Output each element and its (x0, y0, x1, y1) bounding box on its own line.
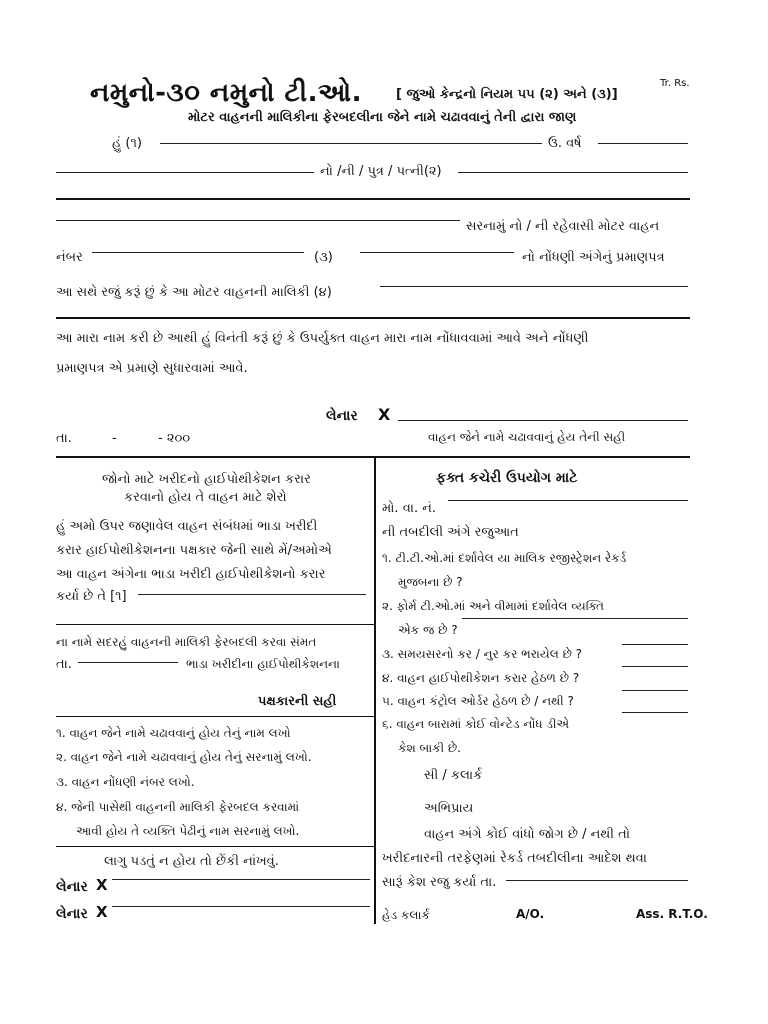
signature-caption: વાહન જેને નામે ચઢાવવાનું હેય તેની સહી (428, 430, 626, 444)
request-text-line1: આ મારા નામ કરી છે આથી હું વિનંતી કરૂં છું કે ઉપર્યુક્ત વાહન મારા નામ નોંધાવવામાં આવે અને નોંધણી (56, 331, 589, 346)
address-field[interactable] (56, 220, 460, 221)
age-field[interactable] (598, 143, 688, 144)
form-subtitle: મોટર વાહનની માલિકીના ફેરબદલીના જેને નામે ચઢાવવાનું તેની દ્વારા જાણ (188, 110, 577, 125)
instruction-1: ૧. વાહન જેને નામે ચઢાવવાનું હોય તેનું નામ લખો (56, 726, 291, 740)
declaration-label: આ સથે રજું કરૂં છું કે આ મોટર વાહનની માલિકી (૪) (56, 285, 332, 300)
check-item-1-cont: મુજબના છે ? (398, 575, 463, 589)
receiver-1-field[interactable] (112, 879, 370, 880)
check-item-2-cont: એક જ છે ? (398, 623, 458, 637)
check-item-4-field[interactable] (622, 666, 688, 667)
registration-field[interactable] (360, 252, 514, 253)
opinion-date-field[interactable] (506, 880, 688, 881)
form-title: નમુનો-૩૦ નમુનો ટી.ઓ. (90, 78, 362, 108)
opinion-heading: અભિપ્રાય (424, 801, 474, 816)
relation-detail-field[interactable] (458, 172, 688, 173)
party-signature-label: પક્ષકારની સહી (258, 694, 337, 709)
age-label: ઉ. વર્ષ (548, 136, 582, 151)
vehicle-number-field[interactable] (92, 252, 304, 253)
divider-1 (56, 198, 690, 200)
instruction-3: ૩. વાહન નોંધણી નંબર લખો. (56, 775, 195, 789)
check-item-6: ૬. વાહન બારામાં કોઈ વોન્ટેડ નોંધ ડીએ (382, 717, 570, 731)
check-item-2-field[interactable] (462, 618, 688, 619)
ownership-field[interactable] (380, 286, 688, 287)
panel-divider (374, 458, 376, 924)
receiver-1-label: લેનાર (56, 879, 88, 895)
consent-line: ના નામે સદરહું વાહનની માલિકી ફેરબદલી કરવા સંમત (56, 635, 317, 649)
vehicle-number-label: નંબર (56, 250, 83, 265)
receiver-signature-field[interactable] (398, 420, 688, 421)
instruction-4: ૪. જેની પાસેથી વાહનની માલિકી ફેરબદલ કરવામાં (56, 800, 300, 814)
divider-2 (56, 317, 690, 319)
ao-label: A/O. (516, 907, 545, 921)
hire-purchase-label: ભાડા ખરીદીના હાઈપોથીકેશનના (186, 657, 340, 671)
office-use-heading: ફક્ત કચેરી ઉપયોગ માટે (436, 470, 578, 486)
clerk-label: સી / કલાર્ક (424, 768, 483, 783)
hp-para-line2: કરાર હાઈપોથીકેશનના પક્ષકાર જેની સાથે મેં/અમોએ (56, 543, 332, 558)
opinion-line2: ખરીદનારની તરફેણમાં રેકર્ડ તબદીલીના આદેશ થવા (382, 851, 647, 866)
request-text-line2: પ્રમાણપત્ર એ પ્રમાણે સુધારવામાં આવે. (56, 361, 248, 376)
applicant-name-field[interactable] (160, 143, 542, 144)
instruction-2: ૨. વાહન જેને નામે ચઢાવવાનું હોય તેનું સરનામું લખો. (56, 750, 312, 764)
check-item-3-field[interactable] (622, 644, 688, 645)
receiver-2-field[interactable] (112, 906, 370, 907)
receiver-x-mark: X (378, 405, 391, 424)
strike-note: લાગુ પડતું ન હોય તો છેંકી નાંખવું. (104, 854, 279, 869)
check-item-2: ૨. ફોર્મ ટી.ઓ.માં અને વીમામાં દર્શાવેલ વ્યક્તિ (382, 599, 604, 613)
hp-para-line3: આ વાહન અંગેના ભાડા ખરીદી હાઈપોથીકેશનો કરાર (56, 567, 326, 582)
date-year: - ૨૦૦ (158, 431, 191, 446)
consent-date-field[interactable] (78, 662, 178, 663)
check-item-5: ૫. વાહન કંટ્રોલ ઓર્ડર હેઠળ છે / નથી ? (382, 694, 574, 708)
check-item-5-field[interactable] (622, 690, 688, 691)
relation-label: નો /ની / પુત્ર / પત્ની(૨) (320, 164, 442, 179)
receiver-1-x: X (96, 876, 108, 894)
date-dash: - (112, 431, 117, 446)
opinion-line3: સારૂં કેશ રજુ કર્યા તા. (382, 875, 497, 890)
panel-top-border (56, 456, 690, 458)
receiver-2-x: X (96, 903, 108, 921)
hp-heading-line1: જોનો માટે ખરીદનો હાઈપોથીકેશન કરાર (102, 472, 311, 487)
transfer-label: ની તબદીલી અંગે રજુઆત (382, 525, 519, 540)
left-divider-2 (56, 716, 374, 717)
instruction-4-cont: આવી હોય તે વ્યક્તિ પેઢીનું નામ સરનામું લખો. (76, 824, 300, 838)
hp-para-line4: કર્યા છે તે [૧] (56, 589, 127, 604)
check-item-1: ૧. ટી.ટી.ઓ.માં દર્શાવેલ યા માલિક રજીસ્ટ્રેશન રેકર્ડ (382, 551, 627, 565)
left-divider-3 (56, 846, 374, 847)
hp-heading-line2: કરવાનો હોય તે વાહન માટે શેરો (124, 490, 287, 505)
relation-name-field[interactable] (56, 172, 314, 173)
head-clerk-label: હેડ કલાર્ક (382, 908, 430, 922)
left-divider-1 (56, 624, 374, 625)
receiver-label: લેનાર (326, 408, 358, 424)
date-label: તા. (56, 431, 72, 446)
address-label: સરનામું નો / ની રહેવાસી મોટર વાહન (466, 219, 660, 234)
mvn-field[interactable] (448, 500, 688, 501)
mvn-label: મો. વા. નં. (382, 501, 437, 516)
hp-party-field[interactable] (138, 594, 366, 595)
check-item-6-cont: કેશ બાકી છે. (398, 741, 461, 755)
check-item-6-field[interactable] (622, 712, 688, 713)
check-item-4: ૪. વાહન હાઈપોથીકેશન કરાર હેઠળ છે ? (382, 671, 580, 685)
hp-para-line1: હું અમો ઉપર જણાવેલ વાહન સંબંધમાં ભાડા ખરીદી (56, 519, 318, 534)
certificate-label: નો નોંધણી અંગેનું પ્રમાણપત્ર (522, 250, 665, 265)
rule-reference: [ જુઓ કેન્દ્રનો નિયમ ૫૫ (૨) અને (૩)] (396, 87, 618, 102)
receiver-2-label: લેનાર (56, 906, 88, 922)
arto-label: Ass. R.T.O. (636, 907, 708, 921)
reference-3: (૩) (314, 250, 333, 265)
applicant-name-label: હું (૧) (112, 136, 142, 151)
tr-rs-label: Tr. Rs. (660, 78, 690, 89)
consent-date-label: તા. (56, 657, 72, 672)
opinion-line1: વાહન અંગે કોઈ વાંધો જોગ છે / નથી તો (424, 827, 630, 842)
check-item-3: ૩. સમયસરનો કર / નુર કર ભરાયેલ છે ? (382, 647, 583, 661)
